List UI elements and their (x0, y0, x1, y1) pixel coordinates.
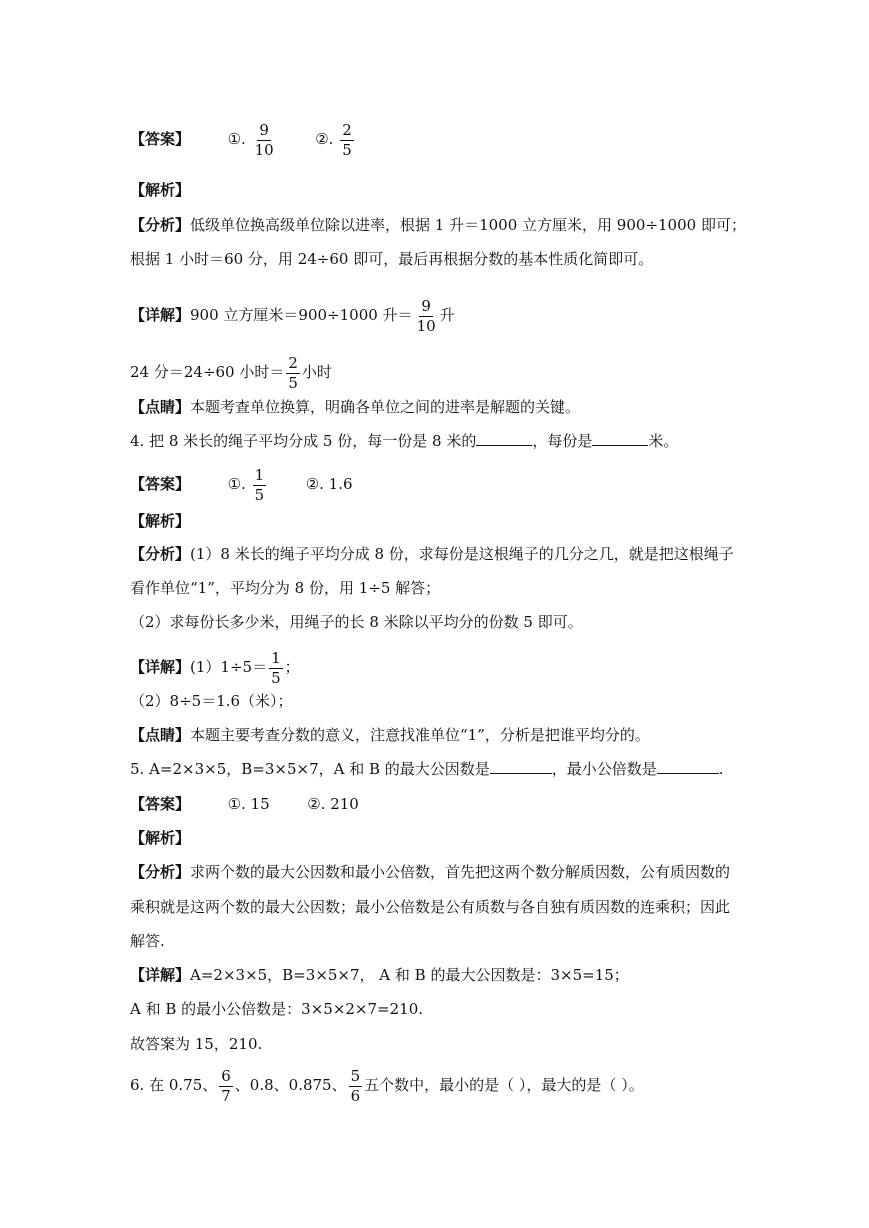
q5-answer-line (130, 792, 359, 816)
answer-blank (657, 759, 719, 774)
q4-dianjing-line (130, 723, 650, 747)
q5-xiangjie-line-2: A 和 B 的最小公倍数是：3×5×2×7=210. (130, 1000, 424, 1018)
q5-question-line (130, 757, 724, 781)
fenxi-text: (1）8 米长的绳子平均分成 8 份，求每份是这根绳子的几分之几，就是把这根绳子 (190, 545, 734, 563)
fraction-denominator: 5 (288, 373, 298, 392)
answer-tag: 【答案】 (130, 475, 191, 493)
fraction-denominator: 7 (221, 1086, 231, 1105)
question-text: 5. A=2×3×5，B=3×5×7，A 和 B 的最大公因数是 (130, 760, 490, 778)
answer-1-marker: ①. (227, 475, 246, 493)
q5-fenxi-line-2: 乘积就是这两个数的最大公因数；最小公倍数是公有质数与各自独有质因数的连乘积；因此 (130, 898, 731, 916)
q4-fenxi-line-2: 看作单位“1”，平均分为 8 份，用 1÷5 解答； (130, 579, 441, 597)
fraction-6-7 (219, 1068, 233, 1104)
xiangjie-text: A=2×3×5，B=3×5×7， A 和 B 的最大公因数是：3×5=15； (190, 966, 629, 984)
fraction-numerator: 2 (288, 354, 298, 372)
q5-fenxi-line-1 (130, 860, 730, 884)
xiangjie-text: 900 立方厘米＝900÷1000 升＝ (190, 306, 413, 324)
q3-jiexi-label: 【解析】 (130, 181, 191, 199)
q4-fenxi-line-3: （2）求每份长多少米，用绳子的长 8 米除以平均分的份数 5 即可。 (130, 613, 583, 631)
xiangjie-text: ； (284, 658, 300, 676)
q4-question-line (130, 429, 678, 453)
xiangjie-text: 24 分＝24÷60 小时＝ (130, 363, 285, 381)
answer-blank (476, 431, 532, 446)
answer-1-fraction (253, 467, 267, 503)
question-text: 米。 (648, 432, 679, 450)
fraction-denominator: 6 (350, 1086, 361, 1105)
answer-blank (490, 759, 552, 774)
q5-xiangjie-line-3: 故答案为 15，210. (130, 1035, 263, 1053)
q3-fenxi-line-2: 根据 1 小时＝60 分，用 24÷60 即可，最后再根据分数的基本性质化简即可。 (130, 250, 654, 268)
fraction-numerator: 1 (271, 649, 281, 667)
fenxi-tag: 【分析】 (130, 545, 191, 563)
question-text: . (718, 760, 724, 778)
fraction-denominator: 5 (254, 485, 265, 504)
answer-blank (592, 431, 648, 446)
answer-1-fraction (253, 122, 276, 158)
xiangjie-tag: 【详解】 (130, 306, 191, 324)
q3-xiangjie-line-2 (130, 355, 332, 391)
fraction-numerator: 9 (259, 121, 269, 139)
answer-2-fraction (340, 122, 354, 158)
fraction-numerator: 9 (421, 297, 431, 315)
question-text: 五个数中，最小的是（ ），最大的是（ ）。 (364, 1076, 644, 1094)
fenxi-text: 低级单位换高级单位除以进率，根据 1 升＝1000 立方厘米，用 900÷1000 即可； (190, 216, 746, 234)
q3-answer-line (130, 122, 356, 158)
xiangjie-text: (1）1÷5＝ (190, 658, 268, 676)
xiangjie-unit: 升 (439, 306, 455, 324)
q5-jiexi-label: 【解析】 (130, 829, 191, 847)
answer-2: ②. 1.6 (305, 475, 353, 493)
fraction-denominator: 5 (342, 140, 352, 159)
fraction-denominator: 10 (254, 140, 274, 159)
fenxi-tag: 【分析】 (130, 216, 191, 234)
dianjing-tag: 【点睛】 (130, 398, 191, 416)
answer-1: ①. 15 (227, 795, 270, 813)
xiangjie-tag: 【详解】 (130, 966, 191, 984)
fenxi-text: 求两个数的最大公因数和最小公倍数，首先把这两个数分解质因数，公有质因数的 (190, 863, 731, 881)
question-text: 6. 在 0.75、 (130, 1076, 218, 1094)
answer-tag: 【答案】 (130, 795, 191, 813)
fraction-numerator: 2 (342, 121, 352, 139)
question-text: ，每份是 (532, 432, 593, 450)
q4-xiangjie-line-2: （2）8÷5＝1.6（米）； (130, 692, 293, 710)
q3-fenxi-line-1 (130, 213, 746, 237)
xiangjie-fraction (286, 355, 300, 391)
q5-fenxi-line-3: 解答. (130, 932, 165, 950)
dianjing-text: 本题考查单位换算，明确各单位之间的进率是解题的关键。 (190, 398, 581, 416)
answer-2: ②. 210 (307, 795, 359, 813)
q4-xiangjie-line-1 (130, 650, 300, 686)
fenxi-tag: 【分析】 (130, 863, 191, 881)
answer-1-marker: ①. (227, 130, 246, 148)
xiangjie-tag: 【详解】 (130, 658, 191, 676)
fraction-numerator: 6 (221, 1067, 231, 1085)
q4-fenxi-line-1 (130, 542, 734, 566)
dianjing-tag: 【点睛】 (130, 726, 191, 744)
xiangjie-fraction (269, 650, 283, 686)
q4-answer-line (130, 467, 353, 503)
question-text: ，最小公倍数是 (551, 760, 657, 778)
q3-xiangjie-line-1 (130, 298, 455, 334)
xiangjie-unit: 小时 (301, 363, 332, 381)
answer-tag: 【答案】 (130, 130, 191, 148)
q4-jiexi-label: 【解析】 (130, 512, 191, 530)
answer-2-marker: ②. (315, 130, 334, 148)
q6-question-line (130, 1068, 644, 1104)
question-text: 4. 把 8 米长的绳子平均分成 5 份，每一份是 8 米的 (130, 432, 477, 450)
q3-dianjing-line (130, 395, 580, 419)
xiangjie-fraction (415, 298, 438, 334)
dianjing-text: 本题主要考查分数的意义，注意找准单位“1”，分析是把谁平均分的。 (190, 726, 650, 744)
fraction-numerator: 5 (350, 1067, 361, 1085)
q5-xiangjie-line-1 (130, 963, 629, 987)
fraction-5-6 (349, 1068, 363, 1104)
fraction-numerator: 1 (254, 466, 265, 484)
question-text: 、0.8、0.875、 (234, 1076, 347, 1094)
fraction-denominator: 5 (271, 668, 281, 687)
fraction-denominator: 10 (416, 316, 436, 335)
